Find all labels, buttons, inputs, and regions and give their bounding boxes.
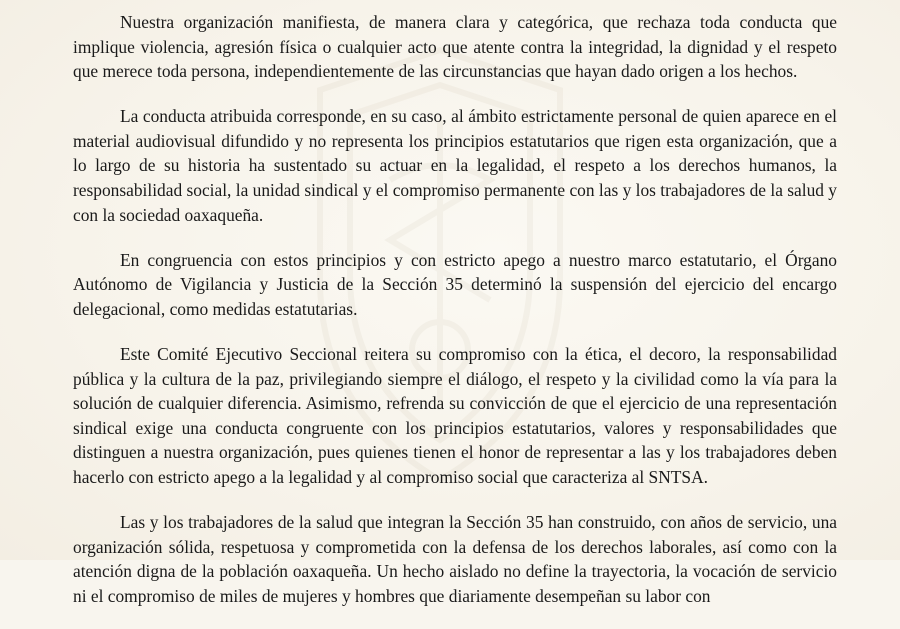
paragraph-ethics-commitment: Este Comité Ejecutivo Seccional reitera su compromiso con la ética, el decoro, la responsabilidad pública y la cultura de la paz, privilegiando siempre el diálogo, el respeto y la civilidad como la vía para la solución de cualquier diferencia. Asimismo, refrenda su convicción de que el ejercicio de una representación sindical exige una conducta congruente con los principios estatutarios, valores y responsabilidades que distinguen a nuestra organización, pues quienes tienen el honor de representar a las y los trabajadores deben hacerlo con estricto apego a la legalidad y al compromiso social que caracteriza al SNTSA. [73,344,837,487]
paragraph-rejection-of-violence: Nuestra organización manifiesta, de manera clara y categórica, que rechaza toda conducta que implique violencia, agresión física o cualquier acto que atente contra la integridad, la dignidad y el respeto que merece toda persona, independientemente de las circunstancias que hayan dado origen a los hechos. [73,12,837,82]
paragraph-personal-conduct: La conducta atribuida corresponde, en su caso, al ámbito estrictamente personal de quien aparece en el material audiovisual difundido y no representa los principios estatutarios que rigen esta organización, que a lo largo de su historia ha sustentado su actuar en la legalidad, el respeto a los derechos humanos, la responsabilidad social, la unidad sindical y el compromiso permanente con las y los trabajadores de la salud y con la sociedad oaxaqueña. [73,106,838,225]
paragraph-section-35-workers: Las y los trabajadores de la salud que integran la Sección 35 han construido, con años de servicio, una organización sólida, respetuosa y comprometida con la defensa de los derechos laborales, así como con la atención digna de la población oaxaqueña. Un hecho aislado no define la trayectoria, la vocación de servicio ni el compromiso de miles de mujeres y hombres que diariamente desempeñan su labor con [73,512,837,606]
paragraph-statutory-measures: En congruencia con estos principios y con estricto apego a nuestro marco estatutario, el Órgano Autónomo de Vigilancia y Justicia de la Sección 35 determinó la suspensión del ejercicio del encargo delegacional, como medidas estatutarias. [73,249,837,319]
statement-body [73,10,837,629]
